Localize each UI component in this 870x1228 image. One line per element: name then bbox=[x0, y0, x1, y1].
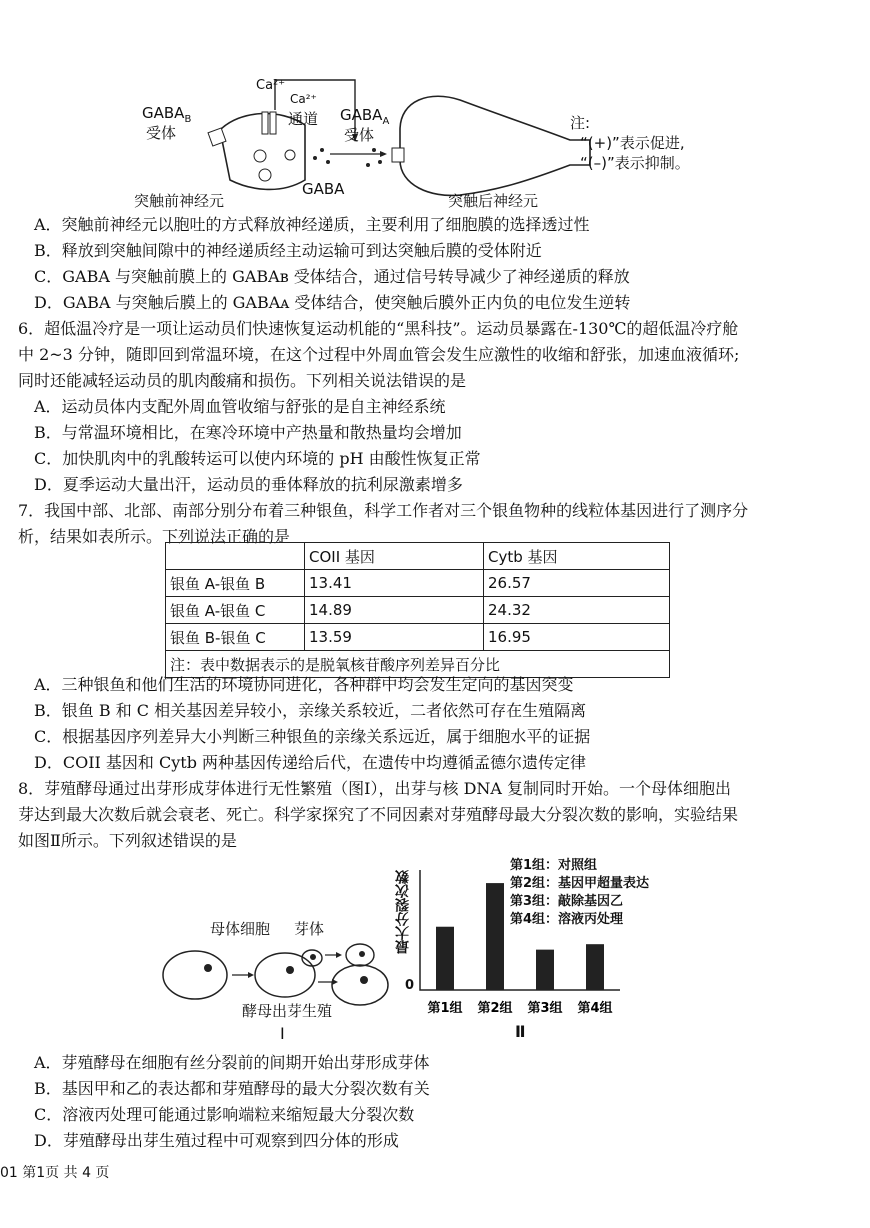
q7-option-c: C．根据基因序列差异大小判断三种银鱼的亲缘关系远近，属于细胞水平的证据 bbox=[34, 727, 591, 746]
note-inhibit: “(–)”表示抑制。 bbox=[580, 154, 690, 172]
q8-option-c: C．溶液丙处理可能通过影响端粒来缩短最大分裂次数 bbox=[34, 1105, 415, 1124]
q7-stem-2: 析，结果如表所示。下列说法正确的是 bbox=[18, 527, 291, 546]
q6-stem-1: 6．超低温冷疗是一项让运动员们快速恢复运动机能的“黑科技”。运动员暴露在-130℃的超低温冷疗舱 bbox=[18, 319, 739, 338]
gabab-label: $GABA_B$ bbox=[142, 104, 192, 125]
figure-1-number: Ⅰ bbox=[280, 1024, 285, 1043]
q6-stem-3: 同时还能减轻运动员的肌肉酸痛和损伤。下列相关说法错误的是 bbox=[18, 371, 467, 390]
chart-x-tick-label: 第2组 bbox=[477, 1001, 513, 1016]
note-title: 注: bbox=[570, 114, 591, 132]
q8-option-a: A．芽殖酵母在细胞有丝分裂前的间期开始出芽形成芽体 bbox=[34, 1053, 430, 1072]
q7-option-b: B．银鱼 B 和 C 相关基因差异较小，亲缘关系较近，二者依然可存在生殖隔离 bbox=[34, 701, 587, 720]
page-footer: 01 第1页 共 4 页 bbox=[0, 1165, 110, 1181]
table-cell: 银鱼 B-银鱼 C bbox=[166, 624, 305, 651]
chart-legend-2: 第2组：基因甲超量表达 bbox=[510, 876, 650, 891]
figure-2-number: Ⅱ bbox=[515, 1022, 526, 1041]
ca2-label: Ca²⁺ bbox=[290, 92, 317, 106]
yeast-budding-figure bbox=[160, 910, 400, 1050]
q8-stem-2: 芽达到最大次数后就会衰老、死亡。科学家探究了不同因素对芽殖酵母最大分裂次数的影响，实验结果 bbox=[18, 805, 739, 824]
q6-option-d: D．夏季运动大量出汗，运动员的垂体释放的抗利尿激素增多 bbox=[34, 475, 463, 494]
receptor-a-label: 受体 bbox=[344, 126, 375, 144]
q5-option-a: A．突触前神经元以胞吐的方式释放神经递质，主要利用了细胞膜的选择透过性 bbox=[34, 215, 590, 234]
table-cell: 16.95 bbox=[484, 624, 670, 651]
q8-option-b: B．基因甲和乙的表达都和芽殖酵母的最大分裂次数有关 bbox=[34, 1079, 430, 1098]
q7-option-d: D．COII 基因和 Cytb 两种基因传递给后代，在遗传中均遵循孟德尔遗传定律 bbox=[34, 753, 587, 772]
table-cell: 13.41 bbox=[305, 570, 484, 597]
chart-bar bbox=[536, 950, 554, 990]
table-row bbox=[166, 570, 670, 597]
chart-y-origin: 0 bbox=[405, 978, 415, 993]
gene-difference-table bbox=[165, 542, 670, 678]
q6-option-c: C．加快肌肉中的乳酸转运可以使内环境的 pH 由酸性恢复正常 bbox=[34, 449, 481, 468]
gabaa-label: $GABA_A$ bbox=[340, 106, 390, 127]
q6-stem-2: 中 2~3 分钟，随即回到常温环境，在这个过程中外周血管会发生应激性的收缩和舒张，加速血液循环; bbox=[18, 345, 740, 364]
bar-chart bbox=[395, 850, 675, 1050]
synapse-diagram bbox=[130, 70, 720, 210]
mother-cell-label: 母体细胞 bbox=[210, 920, 271, 938]
chart-legend-3: 第3组：敲除基因乙 bbox=[510, 894, 624, 909]
postsynaptic-label: 突触后神经元 bbox=[448, 192, 539, 210]
table-cell: 银鱼 A-银鱼 C bbox=[166, 597, 305, 624]
chart-legend-1: 第1组：对照组 bbox=[510, 858, 598, 873]
table-cell: 14.89 bbox=[305, 597, 484, 624]
q8-option-d: D．芽殖酵母出芽生殖过程中可观察到四分体的形成 bbox=[34, 1131, 399, 1150]
q5-option-d: D．GABA 与突触后膜上的 GABAᴀ 受体结合，使突触后膜外正内负的电位发生逆转 bbox=[34, 293, 631, 312]
table-header-row bbox=[166, 543, 670, 570]
table-cell: 13.59 bbox=[305, 624, 484, 651]
chart-x-tick-label: 第3组 bbox=[527, 1001, 563, 1016]
ca-label: Ca²⁺ bbox=[256, 78, 286, 93]
table-cell: 24.32 bbox=[484, 597, 670, 624]
table-header-cell: COII 基因 bbox=[305, 543, 484, 570]
table-cell: 银鱼 A-银鱼 B bbox=[166, 570, 305, 597]
bud-label: 芽体 bbox=[294, 920, 325, 938]
table-note: 注：表中数据表示的是脱氧核苷酸序列差异百分比 bbox=[166, 651, 670, 678]
table-header-cell: Cytb 基因 bbox=[484, 543, 670, 570]
yeast-drawing bbox=[160, 910, 400, 1010]
receptor-b-label: 受体 bbox=[146, 124, 177, 142]
q7-stem-1: 7．我国中部、北部、南部分别分布着三种银鱼，科学工作者对三个银鱼物种的线粒体基因进行了测序分 bbox=[18, 501, 749, 520]
chart-x-tick-label: 第1组 bbox=[427, 1001, 463, 1016]
chart-x-tick-label: 第4组 bbox=[577, 1001, 613, 1016]
table-row bbox=[166, 624, 670, 651]
budding-caption: 酵母出芽生殖 bbox=[242, 1002, 333, 1020]
q8-stem-1: 8．芽殖酵母通过出芽形成芽体进行无性繁殖（图Ⅰ），出芽与核 DNA 复制同时开始。一个母体细胞出 bbox=[18, 779, 732, 798]
q8-stem-3: 如图Ⅱ所示。下列叙述错误的是 bbox=[18, 831, 237, 850]
q5-option-b: B．释放到突触间隙中的神经递质经主动运输可到达突触后膜的受体附近 bbox=[34, 241, 542, 260]
q5-option-c: C．GABA 与突触前膜上的 GABAʙ 受体结合，通过信号转导减少了神经递质的释放 bbox=[34, 267, 630, 286]
q6-option-a: A．运动员体内支配外周血管收缩与舒张的是自主神经系统 bbox=[34, 397, 446, 416]
chart-y-label: 最大分裂次数 bbox=[395, 870, 411, 954]
q7-option-a: A．三种银鱼和他们生活的环境协同进化，各种群中均会发生定向的基因突变 bbox=[34, 675, 574, 694]
channel-label: 通道 bbox=[288, 110, 319, 128]
chart-bar bbox=[436, 927, 454, 990]
table-row bbox=[166, 597, 670, 624]
table-header-cell bbox=[166, 543, 305, 570]
presynaptic-label: 突触前神经元 bbox=[134, 192, 225, 210]
gaba-label: GABA bbox=[302, 180, 345, 198]
q6-option-b: B．与常温环境相比，在寒冷环境中产热量和散热量均会增加 bbox=[34, 423, 462, 442]
chart-legend-4: 第4组：溶液丙处理 bbox=[510, 912, 624, 927]
table-cell: 26.57 bbox=[484, 570, 670, 597]
note-promote: “(+)”表示促进, bbox=[580, 134, 685, 152]
chart-bar bbox=[586, 944, 604, 990]
chart-bar bbox=[486, 883, 504, 990]
